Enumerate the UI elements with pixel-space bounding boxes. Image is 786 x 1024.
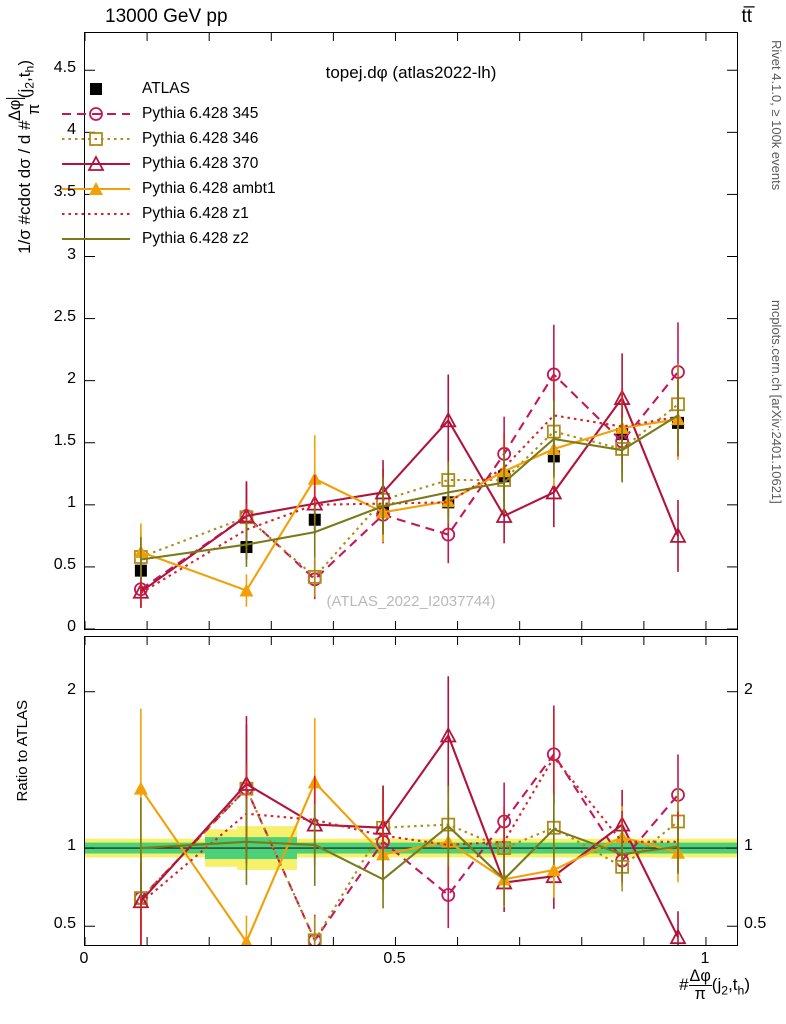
- main-y-axis-label: 1/σ #cdot dσ / d # Δφ π $(j_2,t_h)$: [6, 60, 43, 254]
- ratio-plot-canvas: [85, 637, 737, 945]
- legend-entry: [60, 176, 276, 201]
- main-ytick-label: 2.5: [53, 307, 76, 325]
- main-ytick-label: 1.5: [53, 431, 76, 449]
- mcplots-caption: mcplots.cern.ch [arXiv:2401.10621]: [769, 300, 784, 504]
- main-ytick-label: 0.5: [53, 555, 76, 573]
- main-ytick-label: 4: [67, 121, 76, 139]
- main-ytick-label: 2: [67, 369, 76, 387]
- main-ytick-label: 3: [67, 245, 76, 263]
- legend-marker: [60, 153, 132, 175]
- xtick-label: 0: [79, 950, 89, 967]
- process-label: tt̅: [741, 6, 752, 27]
- legend-label: Pythia 6.428 ambt1: [142, 179, 276, 197]
- legend-label: Pythia 6.428 345: [142, 104, 259, 122]
- x-axis-label: # $\frac{\Delta\varphi}{\pi}$ $(j_2,t_h)$: [679, 967, 750, 1003]
- plot-title: topej.dφ (atlas2022-lh): [325, 63, 497, 82]
- legend-label: Pythia 6.428 z2: [142, 229, 249, 247]
- analysis-watermark: (ATLAS_2022_I2037744): [326, 593, 496, 610]
- xtick-label: 1: [700, 950, 710, 967]
- ratio-ytick-label-right: 0.5: [744, 915, 767, 933]
- legend-entry: [60, 101, 276, 126]
- legend-entry: [60, 126, 276, 151]
- main-ytick-label: 3.5: [53, 183, 76, 201]
- rivet-version-caption: Rivet 4.1.0, ≥ 100k events: [769, 40, 784, 191]
- ratio-plot-panel: [84, 636, 738, 946]
- legend-entry: [60, 201, 276, 226]
- legend: [60, 76, 276, 251]
- ratio-ytick-label-right: 2: [744, 680, 753, 698]
- legend-marker: [60, 78, 132, 100]
- legend-marker: [60, 203, 132, 225]
- legend-label: ATLAS: [142, 79, 190, 97]
- legend-label: Pythia 6.428 346: [142, 129, 259, 147]
- legend-entry: [60, 151, 276, 176]
- ratio-ytick-label: 0.5: [53, 915, 76, 933]
- legend-label: Pythia 6.428 z1: [142, 204, 249, 222]
- beam-energy-label: 13000 GeV pp: [105, 6, 228, 27]
- legend-entry: [60, 226, 276, 251]
- ratio-ytick-label-right: 1: [744, 837, 753, 855]
- ratio-y-axis-label: Ratio to ATLAS: [14, 700, 31, 802]
- legend-label: Pythia 6.428 370: [142, 154, 259, 172]
- legend-entry: [60, 76, 276, 101]
- main-ytick-label: 1: [67, 493, 76, 511]
- ratio-ytick-label: 2: [67, 680, 76, 698]
- main-ytick-label: 0: [67, 618, 76, 635]
- xtick-label: 0.5: [383, 950, 406, 967]
- ratio-ytick-label: 1: [67, 837, 76, 855]
- main-ytick-label: 4.5: [53, 59, 76, 77]
